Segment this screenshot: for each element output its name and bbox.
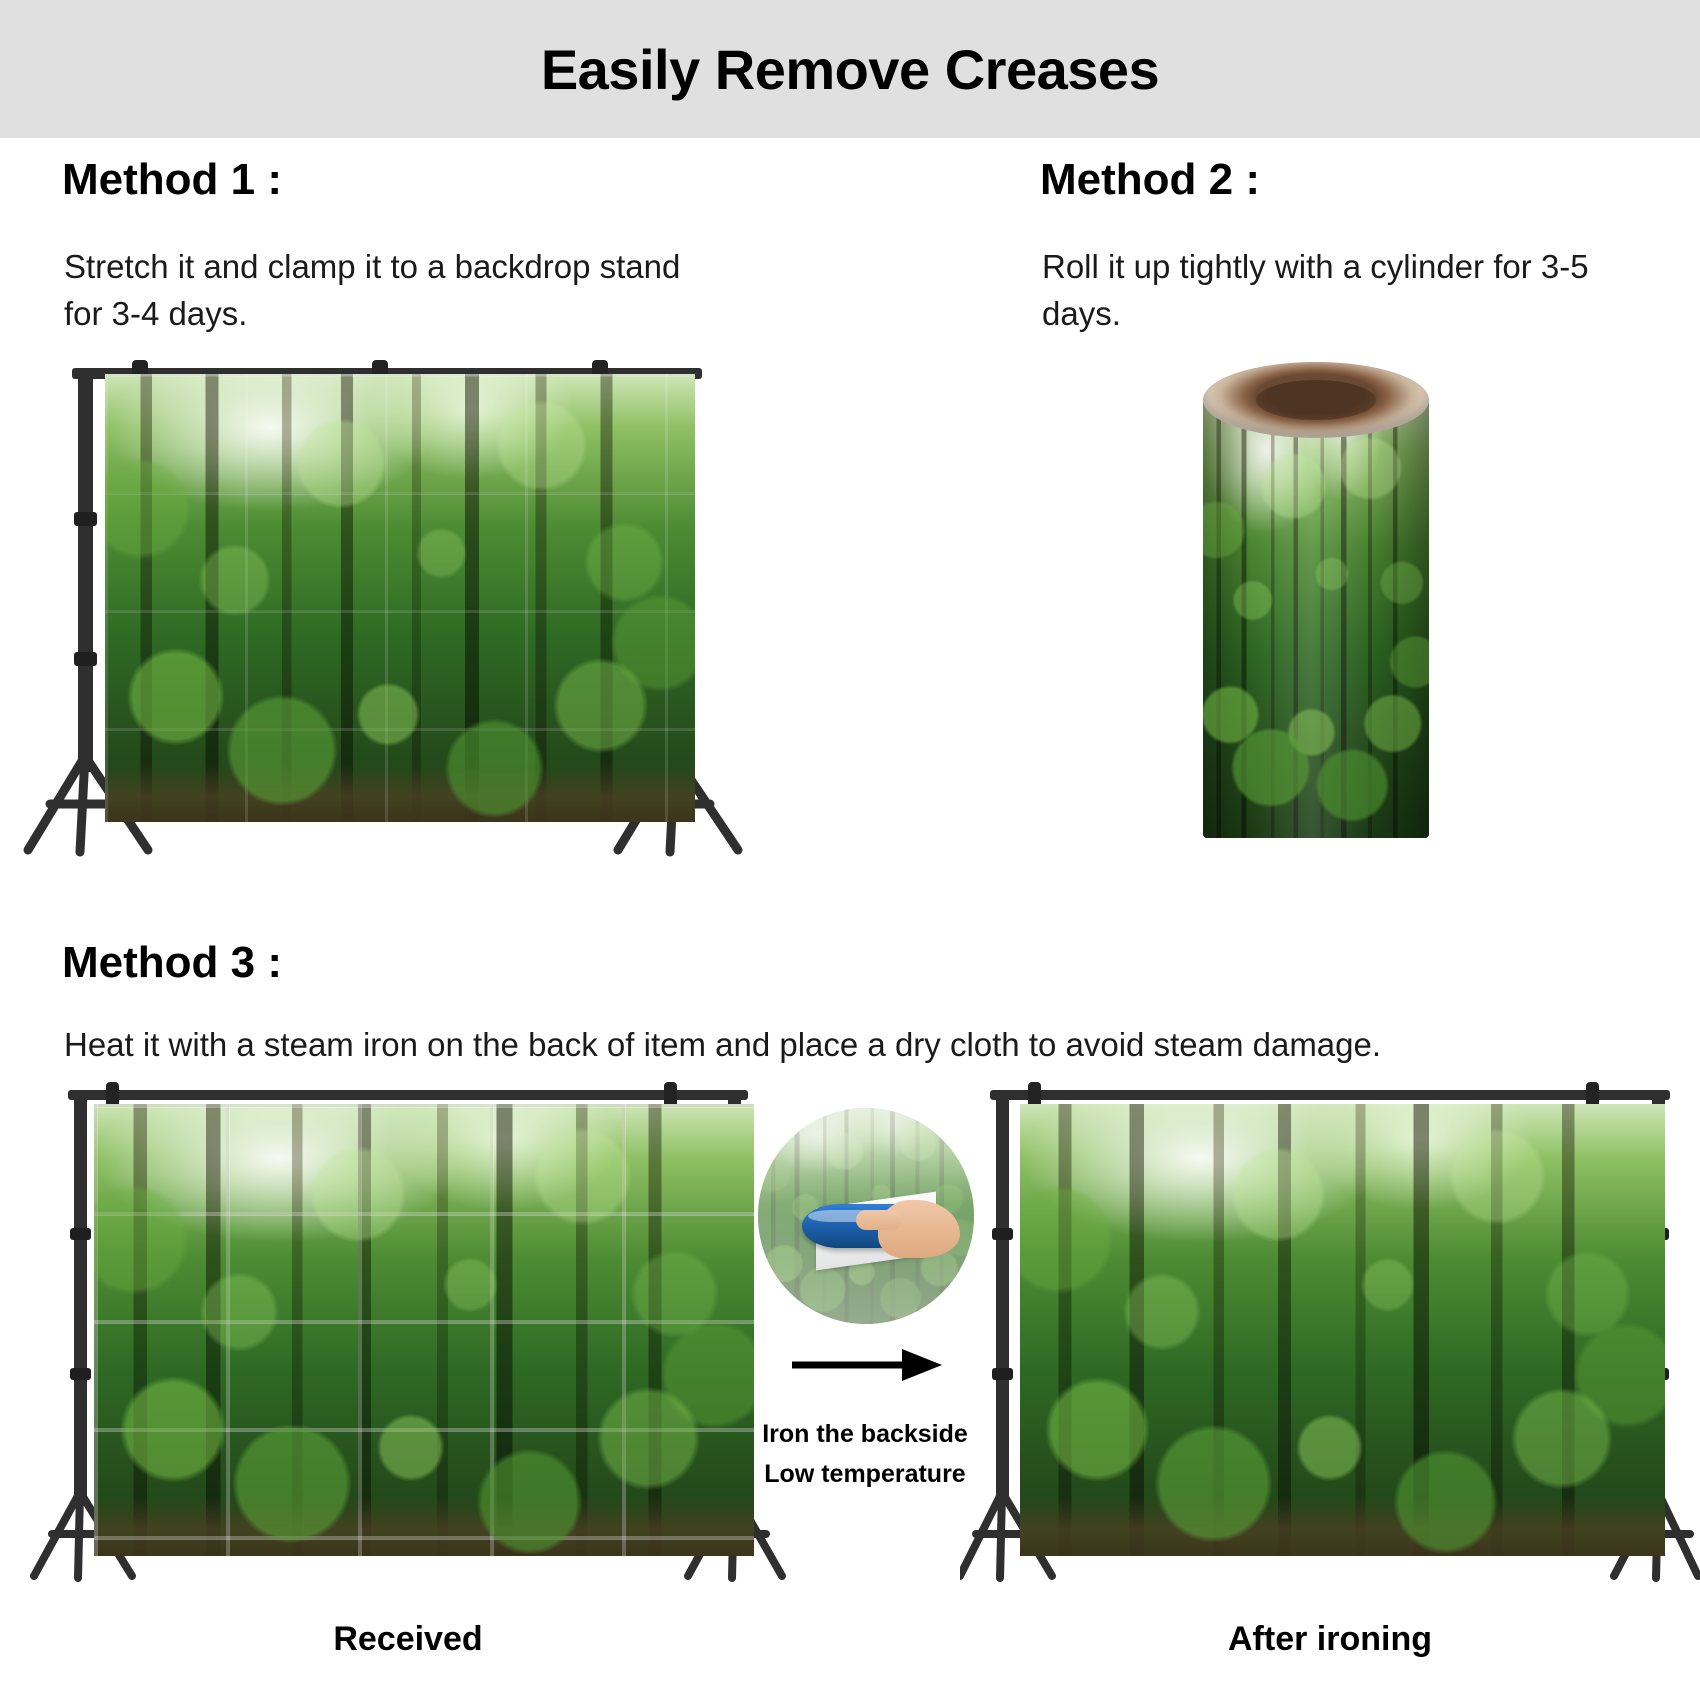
method-3-title: Method 3 :	[62, 938, 282, 987]
method-1-title: Method 1 :	[62, 155, 282, 204]
page-title: Easily Remove Creases	[540, 37, 1160, 101]
crease-overlay-strong	[94, 1104, 754, 1556]
crease-overlay	[105, 374, 695, 822]
method-1-illustration	[20, 352, 780, 872]
rolled-backdrop-icon	[1203, 398, 1429, 838]
arrow-right-icon	[790, 1345, 950, 1385]
forest-ground	[1020, 1497, 1665, 1556]
iron-note-line-1: Iron the backside	[762, 1420, 968, 1448]
method-3-description: Heat it with a steam iron on the back of item and place a dry cloth to avoid steam damage.	[64, 1026, 1382, 1063]
steam-iron-icon	[758, 1108, 974, 1324]
roll-core	[1203, 362, 1429, 438]
method-2-description: Roll it up tightly with a cylinder for 3-5 days.	[1042, 248, 1589, 332]
iron-note-line-2: Low temperature	[764, 1460, 966, 1488]
header-bar	[0, 0, 1700, 138]
caption-after-ironing: After ironing	[1228, 1620, 1432, 1658]
caption-received: Received	[333, 1620, 483, 1658]
method-1-description: Stretch it and clamp it to a backdrop stand for 3-4 days.	[64, 248, 681, 332]
roll-core-hole	[1256, 380, 1376, 420]
roll-shading	[1203, 398, 1429, 838]
forest-ground	[94, 1497, 754, 1556]
backdrop-cloth-received	[94, 1104, 754, 1556]
method-3-after-ironing-illustration	[960, 1078, 1700, 1598]
method-2-title: Method 2 :	[1040, 155, 1260, 204]
backdrop-cloth-method-1	[105, 374, 695, 822]
backdrop-cloth-after-ironing	[1020, 1104, 1665, 1556]
forest-ground	[105, 764, 695, 822]
method-3-received-illustration	[28, 1078, 788, 1598]
method-2-illustration	[1195, 360, 1445, 850]
